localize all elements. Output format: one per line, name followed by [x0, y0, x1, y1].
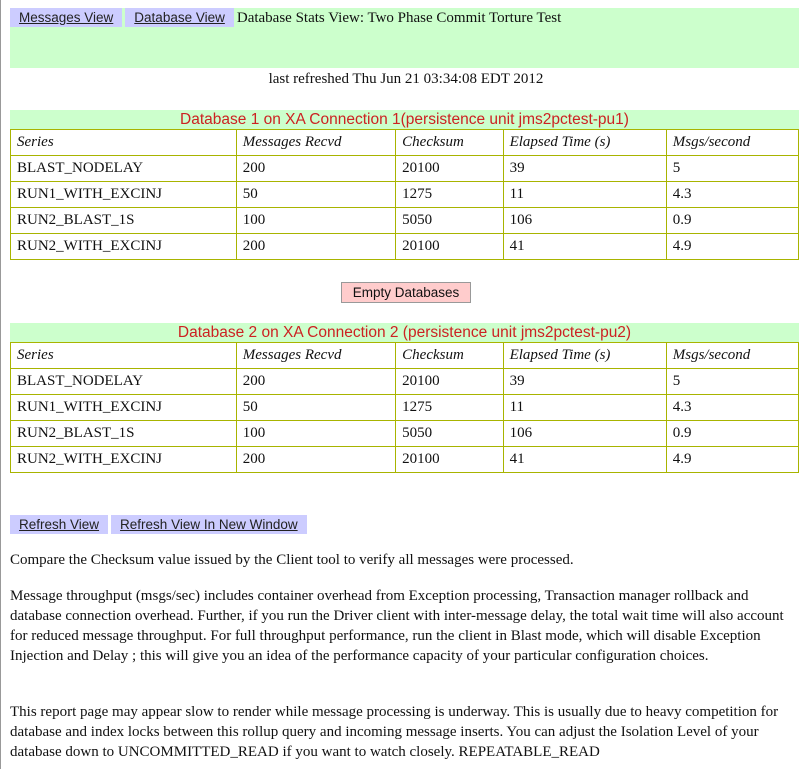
- table-cell: 100: [236, 208, 395, 234]
- table-row: [11, 234, 799, 260]
- table-caption: Database 2 on XA Connection 2 (persistence unit jms2pctest-pu2): [10, 323, 799, 342]
- table-cell: 5: [666, 369, 798, 395]
- column-header: Elapsed Time (s): [503, 343, 666, 369]
- database-2-table: [10, 323, 799, 473]
- table-cell: 106: [503, 208, 666, 234]
- header-row: [11, 130, 799, 156]
- table-cell: 5050: [396, 208, 503, 234]
- table-row: [11, 208, 799, 234]
- table-cell: 50: [236, 395, 395, 421]
- table-cell: 200: [236, 369, 395, 395]
- header-row: [11, 343, 799, 369]
- table-cell: 200: [236, 156, 395, 182]
- table-cell: 20100: [396, 369, 503, 395]
- refresh-bar: [10, 515, 310, 534]
- table-cell: 41: [503, 234, 666, 260]
- column-header: Series: [11, 130, 237, 156]
- table-row: [11, 369, 799, 395]
- database-view-link[interactable]: Database View: [125, 8, 234, 27]
- table-row: [11, 156, 799, 182]
- column-header: Series: [11, 343, 237, 369]
- page-title: Database Stats View: Two Phase Commit Torture Test: [236, 10, 562, 26]
- table-cell: 200: [236, 234, 395, 260]
- table-cell: RUN1_WITH_EXCINJ: [11, 395, 237, 421]
- table-cell: 5050: [396, 421, 503, 447]
- column-header: Messages Recvd: [236, 343, 395, 369]
- table-cell: 1275: [396, 395, 503, 421]
- last-refreshed: last refreshed Thu Jun 21 03:34:08 EDT 2012: [268, 71, 544, 87]
- refresh-view-new-window-link[interactable]: Refresh View In New Window: [111, 515, 307, 534]
- table-cell: 5: [666, 156, 798, 182]
- table-cell: 4.9: [666, 234, 798, 260]
- table-row: [11, 421, 799, 447]
- table-cell: 4.3: [666, 182, 798, 208]
- column-header: Checksum: [396, 130, 503, 156]
- messages-view-link[interactable]: Messages View: [10, 8, 122, 27]
- table-cell: 11: [503, 395, 666, 421]
- table-cell: 20100: [396, 156, 503, 182]
- table-cell: 4.3: [666, 395, 798, 421]
- table-cell: 39: [503, 156, 666, 182]
- table-cell: 11: [503, 182, 666, 208]
- table-row: [11, 447, 799, 473]
- column-header: Messages Recvd: [236, 130, 395, 156]
- table-cell: 20100: [396, 234, 503, 260]
- table-cell: 200: [236, 447, 395, 473]
- column-header: Msgs/second: [666, 343, 798, 369]
- table-cell: RUN2_WITH_EXCINJ: [11, 234, 237, 260]
- table-cell: 41: [503, 447, 666, 473]
- table-cell: BLAST_NODELAY: [11, 156, 237, 182]
- refresh-view-link[interactable]: Refresh View: [10, 515, 108, 534]
- table-row: [11, 182, 799, 208]
- empty-databases-button[interactable]: Empty Databases: [341, 282, 471, 303]
- table-cell: RUN2_BLAST_1S: [11, 208, 237, 234]
- table-cell: RUN2_WITH_EXCINJ: [11, 447, 237, 473]
- table-cell: 50: [236, 182, 395, 208]
- table-cell: 1275: [396, 182, 503, 208]
- table-caption: Database 1 on XA Connection 1(persistence unit jms2pctest-pu1): [10, 110, 799, 129]
- table-cell: RUN2_BLAST_1S: [11, 421, 237, 447]
- table-cell: 0.9: [666, 421, 798, 447]
- table-cell: 0.9: [666, 208, 798, 234]
- table-cell: 106: [503, 421, 666, 447]
- checksum-note: Compare the Checksum value issued by the Client tool to verify all messages were processed.: [10, 552, 574, 568]
- header-bar: [10, 8, 799, 68]
- throughput-note: Message throughput (msgs/sec) includes container overhead from Exception processing, Transaction manager rollback and database connection overhead. Further, if you run the Driver client with inter-message delay, the total wait time will also account for reduced message throughput. For full throughput performance, run the client in Blast mode, which will disable Exception Injection and Delay ; this will give you an idea of the performance capacity of your particular configuration choices.: [10, 588, 784, 664]
- table-cell: 20100: [396, 447, 503, 473]
- table-cell: 4.9: [666, 447, 798, 473]
- column-header: Checksum: [396, 343, 503, 369]
- column-header: Elapsed Time (s): [503, 130, 666, 156]
- table-cell: 100: [236, 421, 395, 447]
- database-1-table: [10, 110, 799, 260]
- table-row: [11, 395, 799, 421]
- table-cell: RUN1_WITH_EXCINJ: [11, 182, 237, 208]
- table-cell: 39: [503, 369, 666, 395]
- render-note: This report page may appear slow to render while message processing is underway. This is usually due to heavy competition for database and index locks between this rollup query and incoming message inserts. You can adjust the Isolation Level of your database down to UNCOMMITTED_READ if you want to watch closely. REPEATABLE_READ: [10, 704, 779, 760]
- column-header: Msgs/second: [666, 130, 798, 156]
- table-cell: BLAST_NODELAY: [11, 369, 237, 395]
